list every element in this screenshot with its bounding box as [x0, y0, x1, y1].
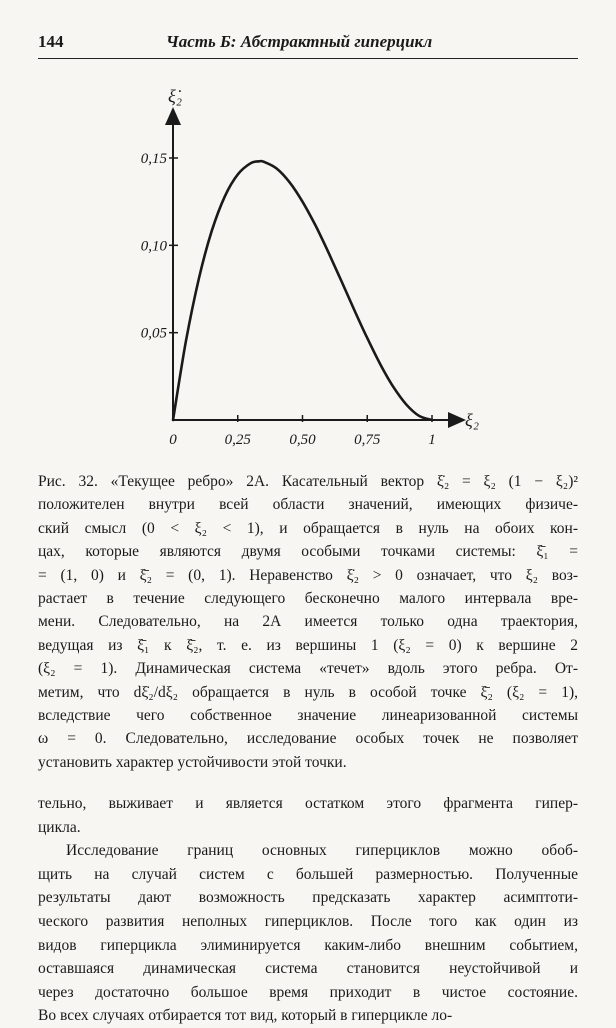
- y-tick-label: 0,10: [140, 238, 167, 255]
- body-line: оставшаяся динамическая система становится неустойчивой и: [38, 960, 578, 978]
- figure-32: [0, 80, 616, 460]
- x-tick-label: 0: [169, 432, 177, 448]
- body-line: результаты дают возможность предсказать характер асимптоти-: [38, 889, 578, 907]
- body-line: щить на случай систем с большей размерностью. Полученные: [38, 865, 578, 883]
- caption-line: растает в течение следующего бесконечно малого интервала вре-: [38, 589, 578, 607]
- caption-line: цах, которые являются двумя особыми точками системы: ξ̄₁ =: [38, 543, 578, 561]
- running-title: Часть Б: Абстрактный гиперцикл: [166, 32, 433, 51]
- caption-line: установить характер устойчивости этой точки.: [38, 753, 347, 771]
- body-line: цикла.: [38, 818, 81, 836]
- caption-line: вследствие чего собственное значение линеаризованной системы: [38, 706, 578, 724]
- x-tick-label: 1: [428, 432, 436, 448]
- y-tick-label: 0,15: [140, 151, 167, 167]
- series-line: [173, 161, 432, 420]
- x-tick-label: 0,75: [354, 432, 381, 448]
- y-tick-label: 0,05: [140, 325, 167, 342]
- body-line: видов гиперцикла элиминируется каким-либо внешним событием,: [38, 936, 578, 954]
- y-axis-label: ξ̇₂: [168, 86, 182, 106]
- caption-line: мени. Следовательно, на 2А имеется только одна траектория,: [38, 613, 578, 631]
- page-number: 144: [38, 32, 64, 51]
- caption-line: ω = 0. Следовательно, исследование особых точек не позволяет: [38, 730, 578, 748]
- caption-line: метим, что dξ̇₂/dξ₂ обращается в нуль в особой точке ξ̄₂ (ξ₂ = 1),: [38, 683, 578, 701]
- tangent-vector-chart: [0, 80, 616, 460]
- x-axis-label: ξ₂: [465, 410, 479, 430]
- caption-line: ский смысл (0 < ξ₂ < 1), и обращается в нуль на обоих кон-: [38, 519, 578, 537]
- caption-line: = (1, 0) и ξ̄₂ = (0, 1). Неравенство ξ̇₂ > 0 означает, что ξ₂ воз-: [38, 566, 578, 584]
- body-text: [38, 792, 578, 1028]
- page-header: [38, 30, 578, 59]
- figure-caption: [38, 470, 578, 774]
- caption-line: (ξ₂ = 1). Динамическая система «течет» вдоль этого ребра. От-: [38, 660, 578, 678]
- body-line: через достаточно большое время приходит в чистое состояние.: [38, 983, 578, 1001]
- body-line: тельно, выживает и является остатком этого фрагмента гипер-: [38, 795, 578, 812]
- body-line: Исследование границ основных гиперциклов можно обоб-: [66, 842, 578, 860]
- caption-line: положителен внутри всей области значений, имеющих физиче-: [38, 496, 578, 514]
- caption-line: Рис. 32. «Текущее ребро» 2А. Касательный вектор ξ̇₂ = ξ₂ (1 − ξ₂)²: [38, 473, 578, 490]
- x-tick-label: 0,25: [224, 432, 251, 448]
- body-line: Во всех случаях отбирается тот вид, который в гиперцикле ло-: [38, 1007, 453, 1025]
- caption-line: ведущая из ξ̄₁ к ξ̄₂, т. е. из вершины 1 (ξ₂ = 0) к вершине 2: [38, 636, 578, 654]
- x-tick-label: 0,50: [289, 432, 316, 448]
- body-line: ческого развития неполных гиперциклов. После того как один из: [38, 912, 578, 930]
